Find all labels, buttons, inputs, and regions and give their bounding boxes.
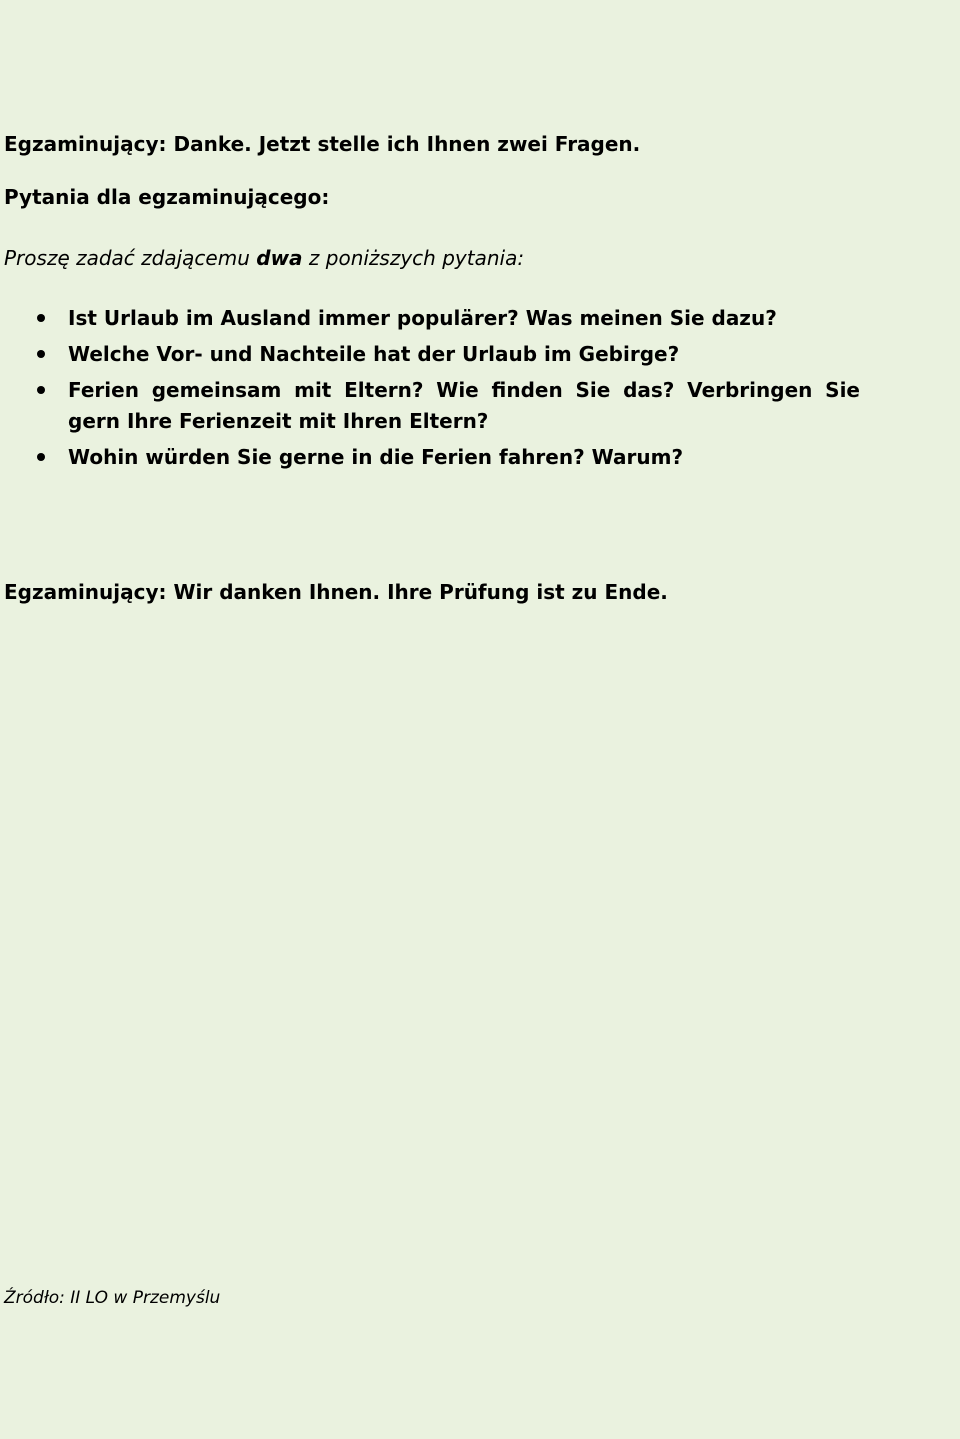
bullet-icon: [37, 350, 45, 358]
question-text: Ferien gemeinsam mit Eltern? Wie finden Sie das? Verbringen Sie gern Ihre Ferienzeit mit Ihren Eltern?: [68, 378, 860, 433]
instruction-after: z poniższych pytania:: [302, 246, 525, 270]
instruction-emphasis: dwa: [256, 246, 303, 270]
list-item: [0, 442, 960, 473]
instruction-before: Proszę zadać zdającemu: [4, 246, 257, 270]
bullet-icon: [37, 386, 45, 394]
bullet-icon: [37, 314, 45, 322]
instruction-text: [4, 246, 524, 270]
question-text: Ist Urlaub im Ausland immer populärer? Was meinen Sie dazu?: [68, 306, 777, 330]
question-text: Welche Vor- und Nachteile hat der Urlaub im Gebirge?: [68, 342, 680, 366]
list-item: [0, 339, 960, 370]
examiner-outro: Egzaminujący: Wir danken Ihnen. Ihre Prüfung ist zu Ende.: [4, 580, 668, 604]
bullet-icon: [37, 453, 45, 461]
question-list: [0, 303, 960, 478]
questions-heading: Pytania dla egzaminującego:: [4, 185, 330, 209]
examiner-intro: Egzaminujący: Danke. Jetzt stelle ich Ihnen zwei Fragen.: [4, 132, 641, 156]
question-text: Wohin würden Sie gerne in die Ferien fahren? Warum?: [68, 445, 684, 469]
list-item: [0, 303, 960, 334]
list-item: [0, 375, 960, 437]
source-note: Źródło: II LO w Przemyślu: [4, 1288, 221, 1308]
